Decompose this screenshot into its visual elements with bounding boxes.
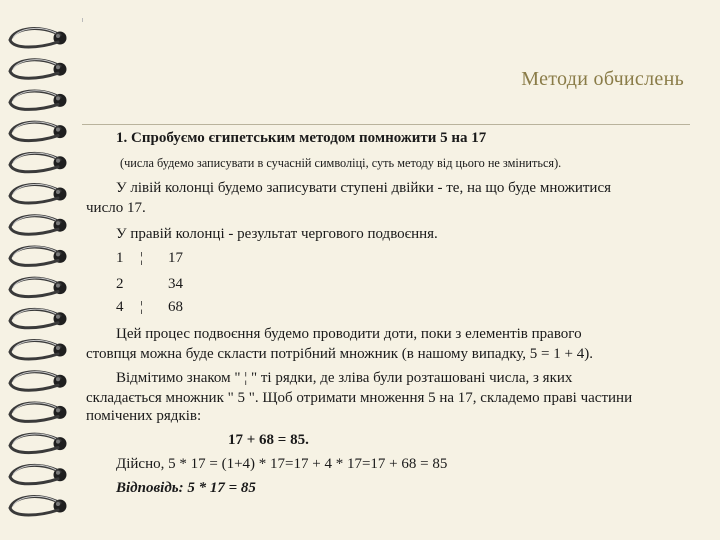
binding-ring bbox=[10, 91, 67, 110]
binding-ring bbox=[10, 28, 67, 47]
binding-ring bbox=[10, 60, 67, 79]
binding-ring bbox=[10, 216, 67, 235]
binding-ring bbox=[10, 434, 67, 453]
binding-ring bbox=[10, 247, 67, 266]
binding-ring bbox=[10, 278, 67, 297]
row-mark: ¦ bbox=[140, 299, 144, 315]
binding-ring bbox=[10, 465, 67, 484]
binding-ring bbox=[10, 153, 67, 172]
row-value: 17 bbox=[168, 250, 183, 266]
row-value: 34 bbox=[168, 276, 183, 292]
binding-ring bbox=[10, 496, 67, 515]
right-column-text: У правій колонці - результат чергового подвоєння. bbox=[116, 226, 438, 242]
binding-ring bbox=[10, 340, 67, 359]
binding-ring bbox=[10, 184, 67, 203]
row-mark: ¦ bbox=[140, 250, 144, 266]
binding-ring bbox=[10, 372, 67, 391]
check-line: Дійсно, 5 * 17 = (1+4) * 17=17 + 4 * 17=17 + 68 = 85 bbox=[116, 456, 448, 472]
process-text: Цей процес подвоєння будемо проводити доти, поки з елементів правого bbox=[116, 326, 582, 342]
left-column-text-cont: число 17. bbox=[86, 200, 146, 216]
row-power: 1 bbox=[116, 250, 124, 266]
left-column-text: У лівій колонці будемо записувати ступені двійки - те, на що буде множитися bbox=[116, 180, 612, 196]
row-power: 4 bbox=[116, 299, 124, 315]
task-heading: 1. Спробуємо єгипетським методом помножити 5 на 17 bbox=[116, 130, 487, 146]
process-text-cont: стовпця можна буде скласти потрібний множник (в нашому випадку, 5 = 1 + 4). bbox=[86, 346, 593, 362]
slide-title: Методи обчислень bbox=[521, 68, 684, 90]
mark-text: Відмітимо знаком " ¦ " ті рядки, де зліва були розташовані числа, з яких bbox=[116, 370, 573, 386]
binding-ring bbox=[10, 122, 67, 141]
mark-text-cont: складається множник " 5 ". Щоб отримати множення 5 на 17, складемо праві частини bbox=[86, 390, 633, 406]
row-value: 68 bbox=[168, 299, 183, 315]
binding-ring bbox=[10, 403, 67, 422]
corner-mark bbox=[82, 18, 83, 22]
spiral-binding bbox=[0, 18, 80, 528]
answer-line: Відповідь: 5 * 17 = 85 bbox=[116, 480, 256, 496]
binding-ring bbox=[10, 309, 67, 328]
mark-text-end: помічених рядків: bbox=[86, 408, 202, 424]
task-note: (числа будемо записувати в сучасній символіці, суть методу від цього не зміниться). bbox=[120, 156, 562, 170]
row-power: 2 bbox=[116, 276, 124, 292]
title-divider bbox=[82, 124, 690, 125]
sum-result: 17 + 68 = 85. bbox=[228, 432, 309, 448]
